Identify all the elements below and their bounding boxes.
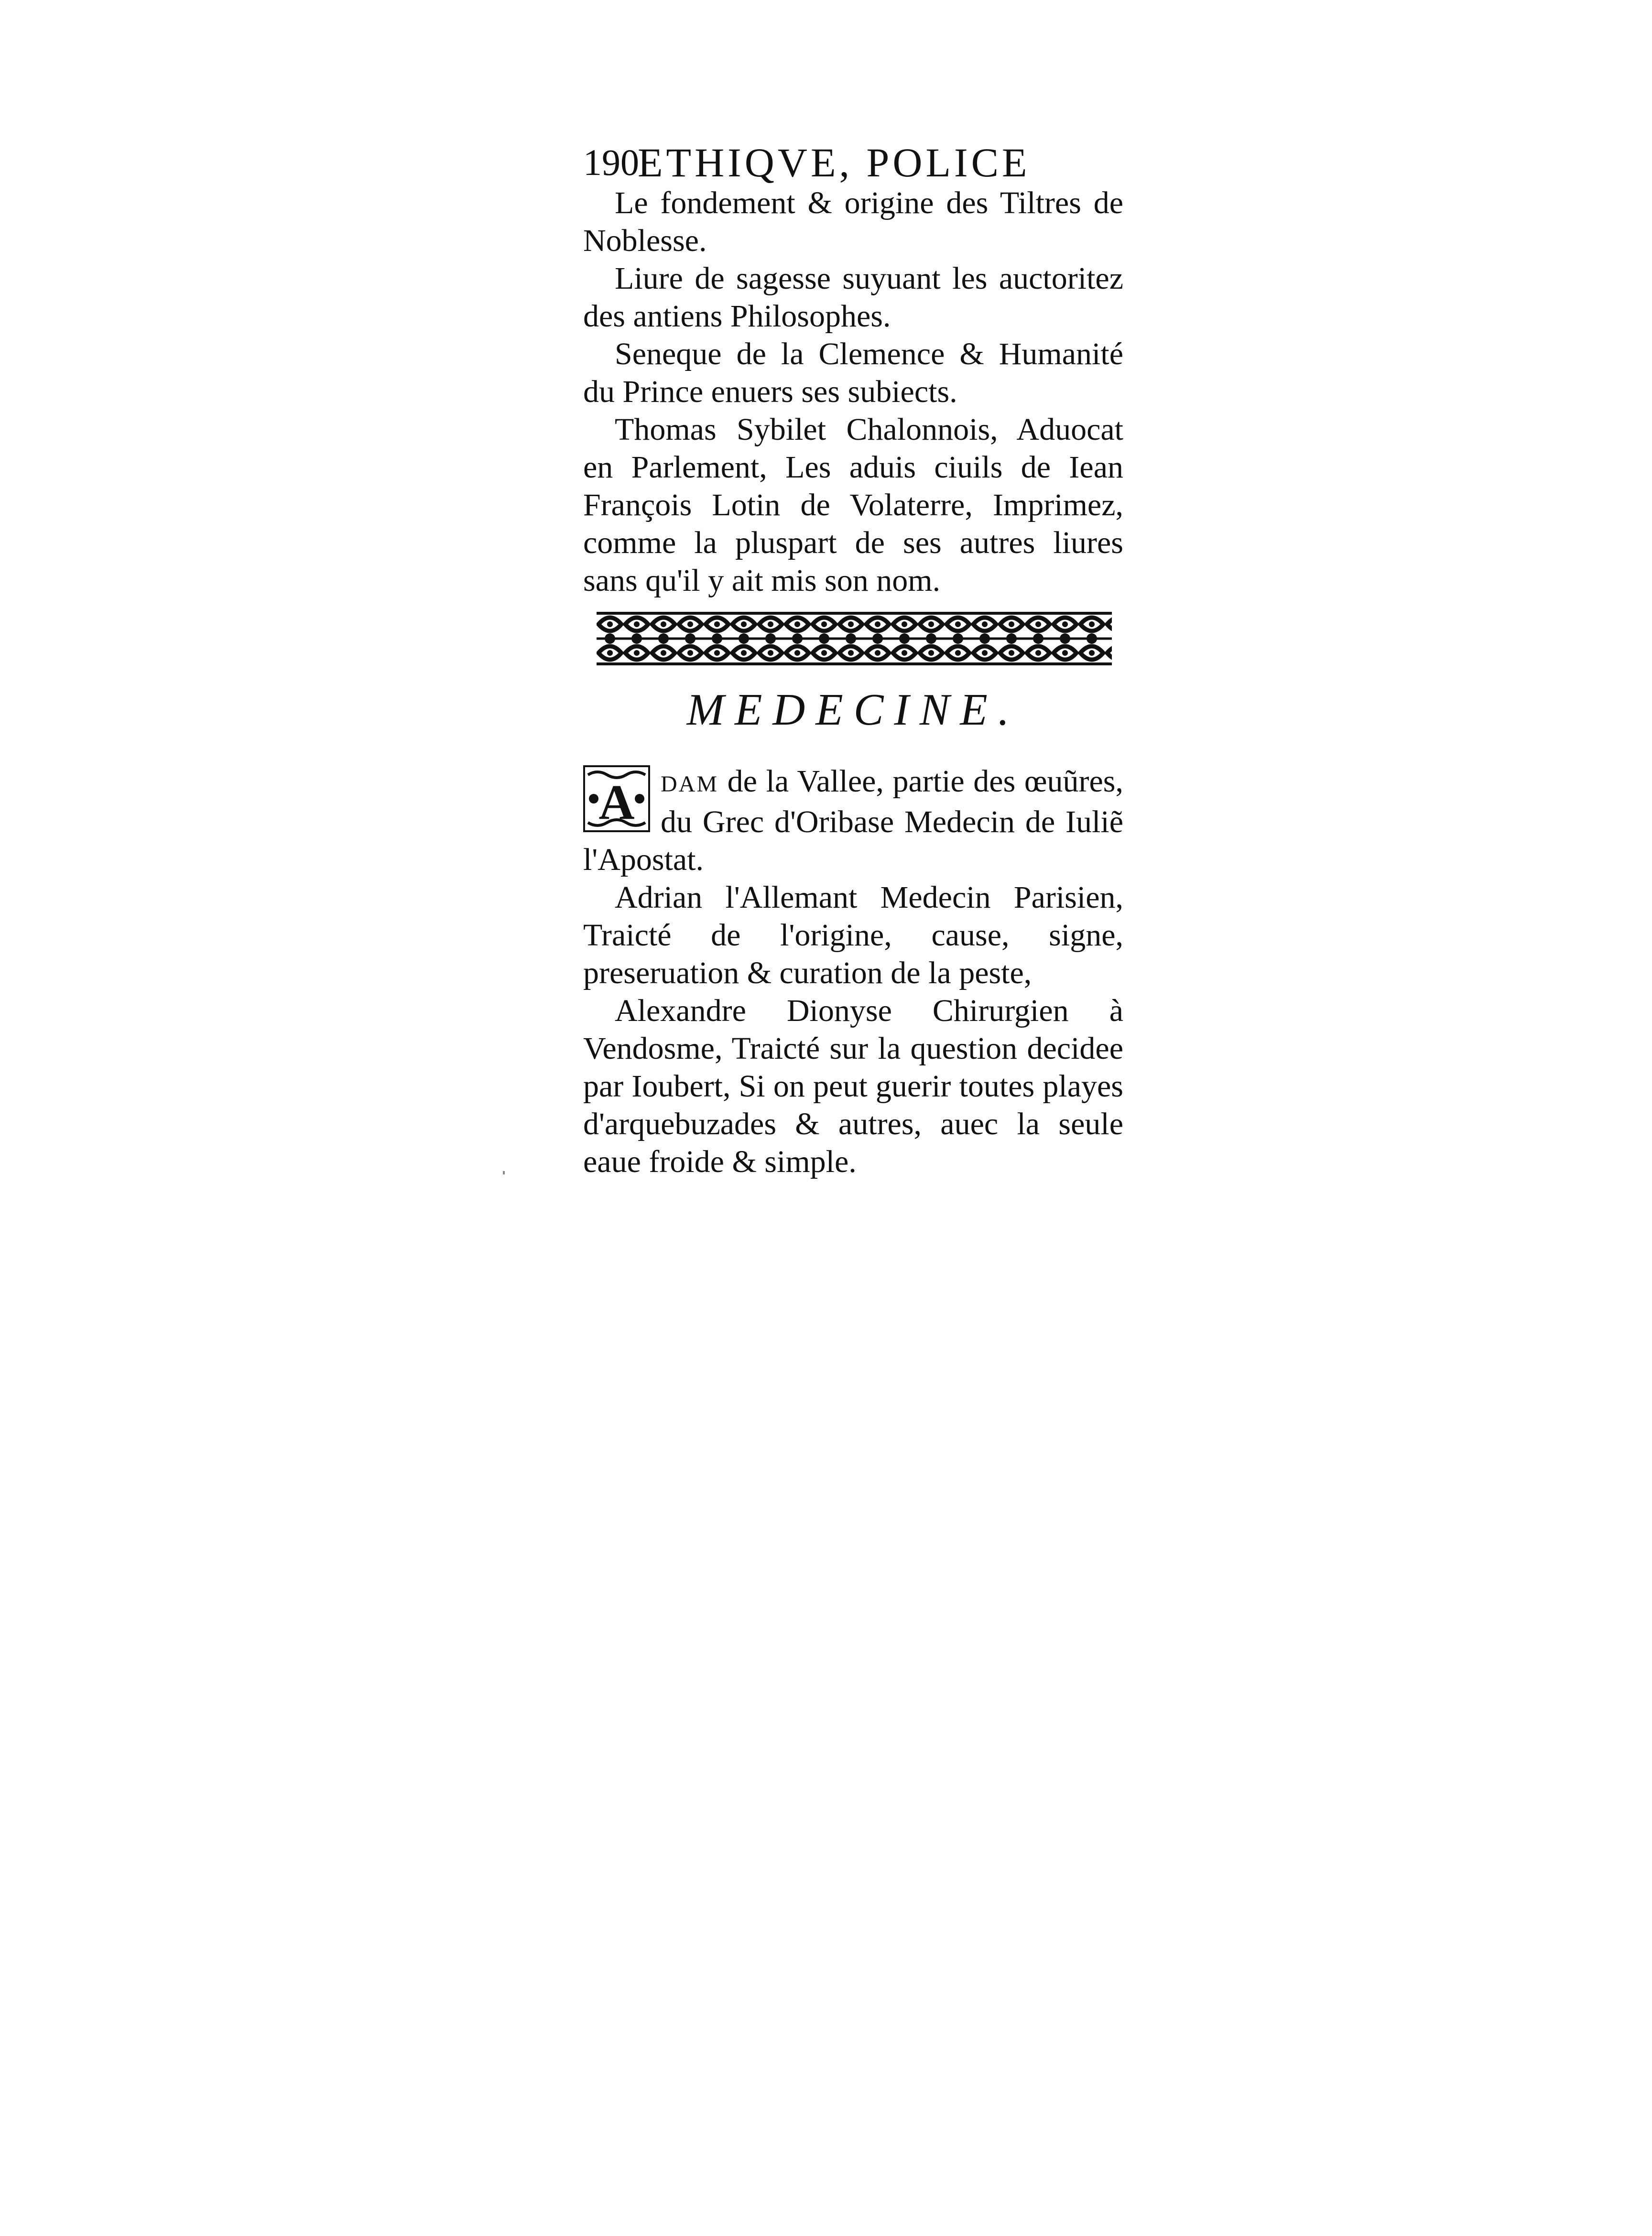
book-entry: Seneque de la Clemence & Humanité du Prince enuers ses subiects.	[583, 336, 1123, 409]
book-entry: Adrian l'Allemant Medecin Parisien, Traicté de l'origine, cause, signe, preseruation & curation de la peste,	[583, 880, 1123, 990]
book-entry: Le fondement & origine des Tiltres de Noblesse.	[583, 185, 1123, 258]
page-number: 190	[583, 141, 639, 183]
book-entry	[583, 762, 1123, 879]
page-header	[583, 140, 1128, 185]
paper-speck	[503, 1171, 505, 1174]
svg-text:A: A	[598, 775, 635, 830]
entry-text: de la Vallee, partie des œuũres, du Grec d'Oribase Medecin de Iuliẽ l'Apostat.	[583, 764, 1123, 877]
interlace-ornament-band	[597, 610, 1112, 667]
decorated-drop-cap-icon	[583, 765, 650, 832]
small-caps-word: DAM	[661, 771, 719, 797]
book-entry: Liure de sagesse suyuant les auctoritez des antiens Philosophes.	[583, 261, 1123, 334]
running-title: ETHIQVE, POLICE	[638, 140, 1031, 185]
section-heading: MEDECINE.	[686, 685, 1020, 735]
book-entry: Alexandre Dionyse Chirurgien à Vendosme, Traicté sur la question decidee par Ioubert, Si on peut guerir toutes playes d'arquebuzades & autres, auec la seule eaue froide & simple.	[583, 993, 1123, 1179]
book-entry: Thomas Sybilet Chalonnois, Aduocat en Parlement, Les aduis ciuils de Iean François Lotin de Volaterre, Imprimez, comme la pluspart de ses autres liures sans qu'il y ait mis son nom.	[583, 412, 1123, 598]
section-medicine-entries	[583, 762, 1123, 1181]
section-nobility-entries	[583, 184, 1123, 599]
